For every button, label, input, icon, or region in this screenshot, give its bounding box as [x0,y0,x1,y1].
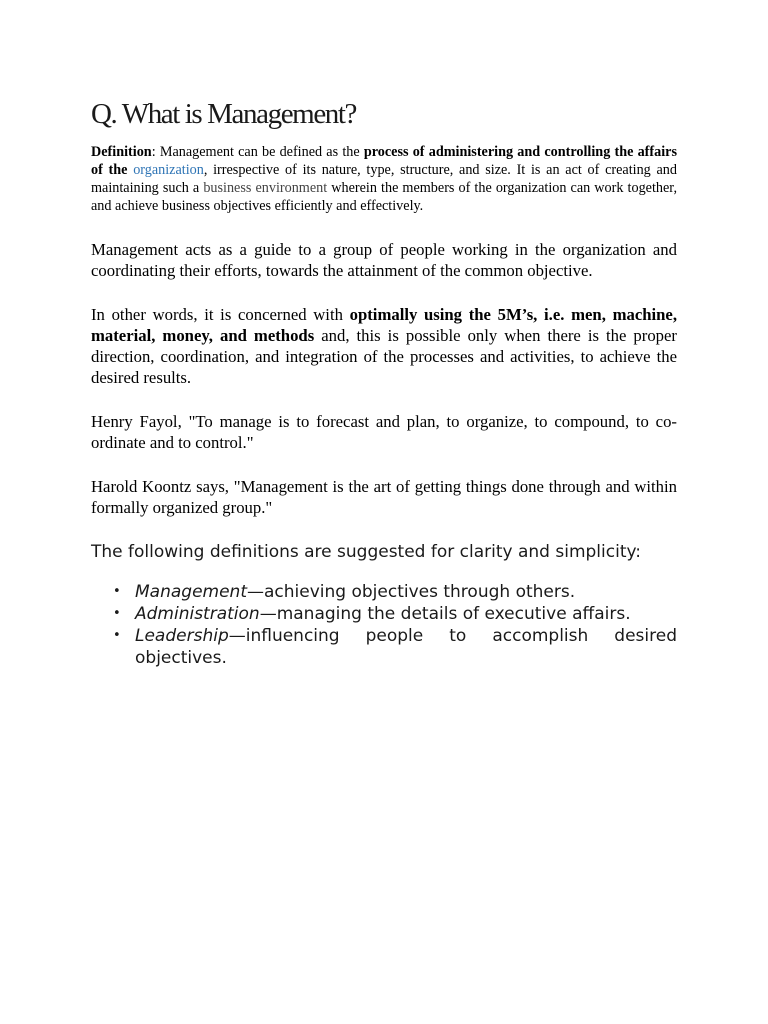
list-desc: —influencing people to accomplish desired objectives. [135,626,677,668]
definition-text-1: Management can be defined as the [159,144,364,160]
koontz-quote: Harold Koontz says, "Management is the art of getting things done through and within formally organized group." [91,477,677,517]
definition-label: Definition [91,144,152,160]
bullet-icon: • [113,628,121,643]
list-item [91,603,677,625]
list-item [91,581,677,603]
guide-paragraph: Management acts as a guide to a group of people working in the organization and coordinating their efforts, towards the attainment of the common objective. [91,240,677,280]
list-desc: —managing the details of executive affairs. [259,604,631,624]
document-page [91,96,677,669]
page-title: Q. What is Management? [91,98,357,130]
bullet-icon: • [113,606,121,621]
list-desc: —achieving objectives through others. [247,582,576,602]
organization-link[interactable]: organization [133,162,204,178]
list-term: Administration [135,604,260,624]
definitions-list [91,581,677,669]
fayol-quote: Henry Fayol, "To manage is to forecast and plan, to organize, to compound, to co-ordinate and to control." [91,412,677,452]
business-environment-link[interactable]: business environment [203,180,328,196]
definition-colon: : [151,144,160,160]
five-m-text-1: In other words, it is concerned with [91,305,350,324]
list-term: Leadership [135,626,229,646]
list-term: Management [135,582,247,602]
five-m-text-2: and, this is possible only when there is the proper direction, coordination, and integration of the processes and activities, to achieve the desired results. [91,326,677,387]
definition-bold: process of administering and controlling the affairs of the [91,144,677,178]
definition-text-2: , irrespective of its nature, type, structure, and size. It is an act of creating and maintaining such a [91,162,677,196]
bullet-icon: • [113,584,121,599]
five-m-paragraph [91,304,677,388]
definition-text-3: wherein the members of the organization can work together, and achieve business objectives efficiently and effectively. [91,180,678,214]
five-m-bold: optimally using the 5M’s, i.e. men, machine, material, money, and methods [91,305,678,345]
definition-paragraph [91,143,677,215]
list-item [91,625,677,669]
definitions-intro: The following definitions are suggested for clarity and simplicity: [91,542,642,562]
